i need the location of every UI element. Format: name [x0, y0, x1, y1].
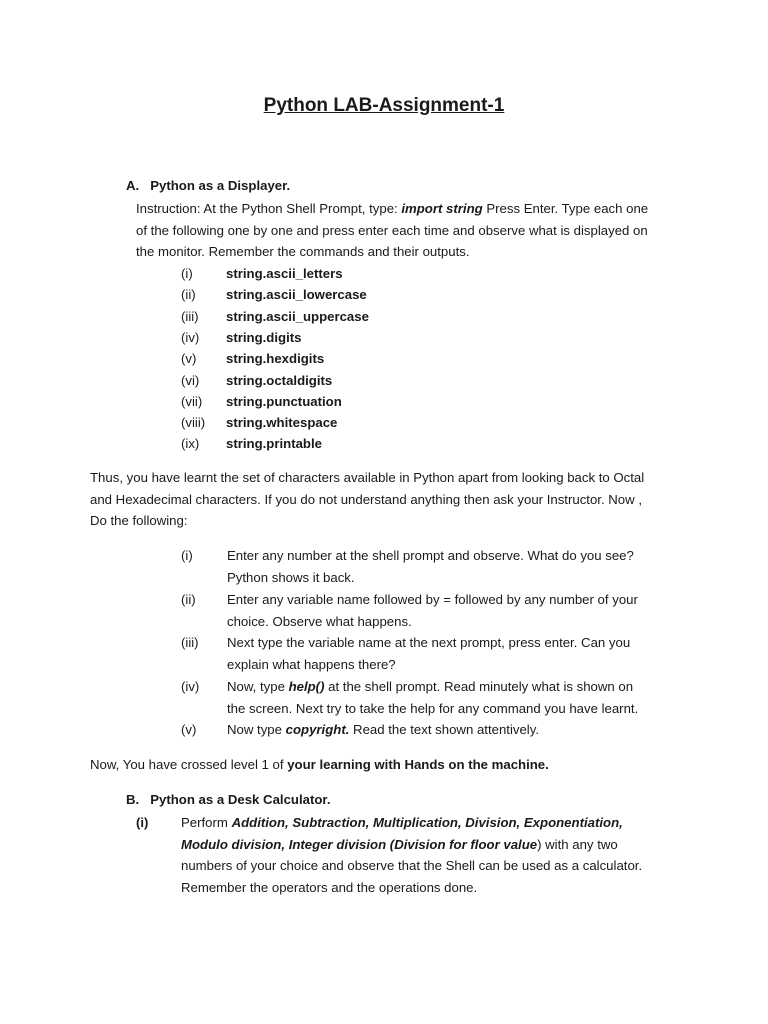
list-item-number: (vii): [181, 393, 203, 409]
help-code: help(): [288, 679, 325, 694]
list-item-code: string.printable: [226, 436, 322, 452]
list-item-code: string.ascii_uppercase: [226, 308, 369, 324]
list-item-code: string.whitespace: [226, 415, 338, 431]
section-a-title: Python as a Displayer.: [150, 178, 291, 193]
section-b-title: Python as a Desk Calculator.: [150, 792, 331, 807]
list-item-number: (iv): [181, 329, 200, 345]
instruction-paragraph: Instruction: At the Python Shell Prompt, type: import string Press Enter. Type each one of the following one by one and press enter each time and observe what is displayed on the monitor. Remember the commands and their outputs.: [136, 201, 649, 259]
list-item-number: (v): [181, 351, 197, 367]
section-a-heading: [126, 178, 290, 193]
copyright-code: copyright.: [285, 722, 350, 737]
page-title: Python LAB-Assignment-1: [263, 95, 505, 116]
section-b-heading: [126, 792, 331, 807]
list-item-number: (vi): [181, 372, 200, 388]
list-item-code: string.ascii_lowercase: [226, 287, 367, 303]
section-b-item-number: (i): [136, 815, 149, 830]
list-item-number: (ii): [181, 287, 196, 303]
list-item-number: (i): [181, 266, 193, 281]
import-string-code: import string: [401, 201, 483, 216]
list-item-number: (viii): [181, 415, 206, 431]
section-a-marker: A.: [126, 178, 140, 193]
level-statement: Now, You have crossed level 1 of your learning with Hands on the machine.: [90, 757, 549, 772]
list-item-code: string.octaldigits: [226, 372, 333, 388]
list-item-code: string.punctuation: [226, 393, 342, 409]
paragraph-characters: Thus, you have learnt the set of characters available in Python apart from looking back to Octal and Hexadecimal characters. If you do not understand anything then ask your Instructor. Now , Do the following:: [90, 470, 645, 528]
list-item-code: string.digits: [226, 329, 302, 345]
list-item-number: (iii): [181, 308, 199, 324]
list-item-number: (ix): [181, 436, 200, 452]
list-item-code: string.ascii_letters: [226, 266, 343, 281]
section-b-marker: B.: [126, 792, 140, 807]
section-b-item-text: Perform Addition, Subtraction, Multiplication, Division, Exponentiation, Modulo division, Integer division (Division for floor value) with any two numbers of your choice and observe that the Shell can be used as a calculator. Remember the operators and the operations done.: [181, 815, 643, 895]
list-item-code: string.hexdigits: [226, 351, 325, 367]
